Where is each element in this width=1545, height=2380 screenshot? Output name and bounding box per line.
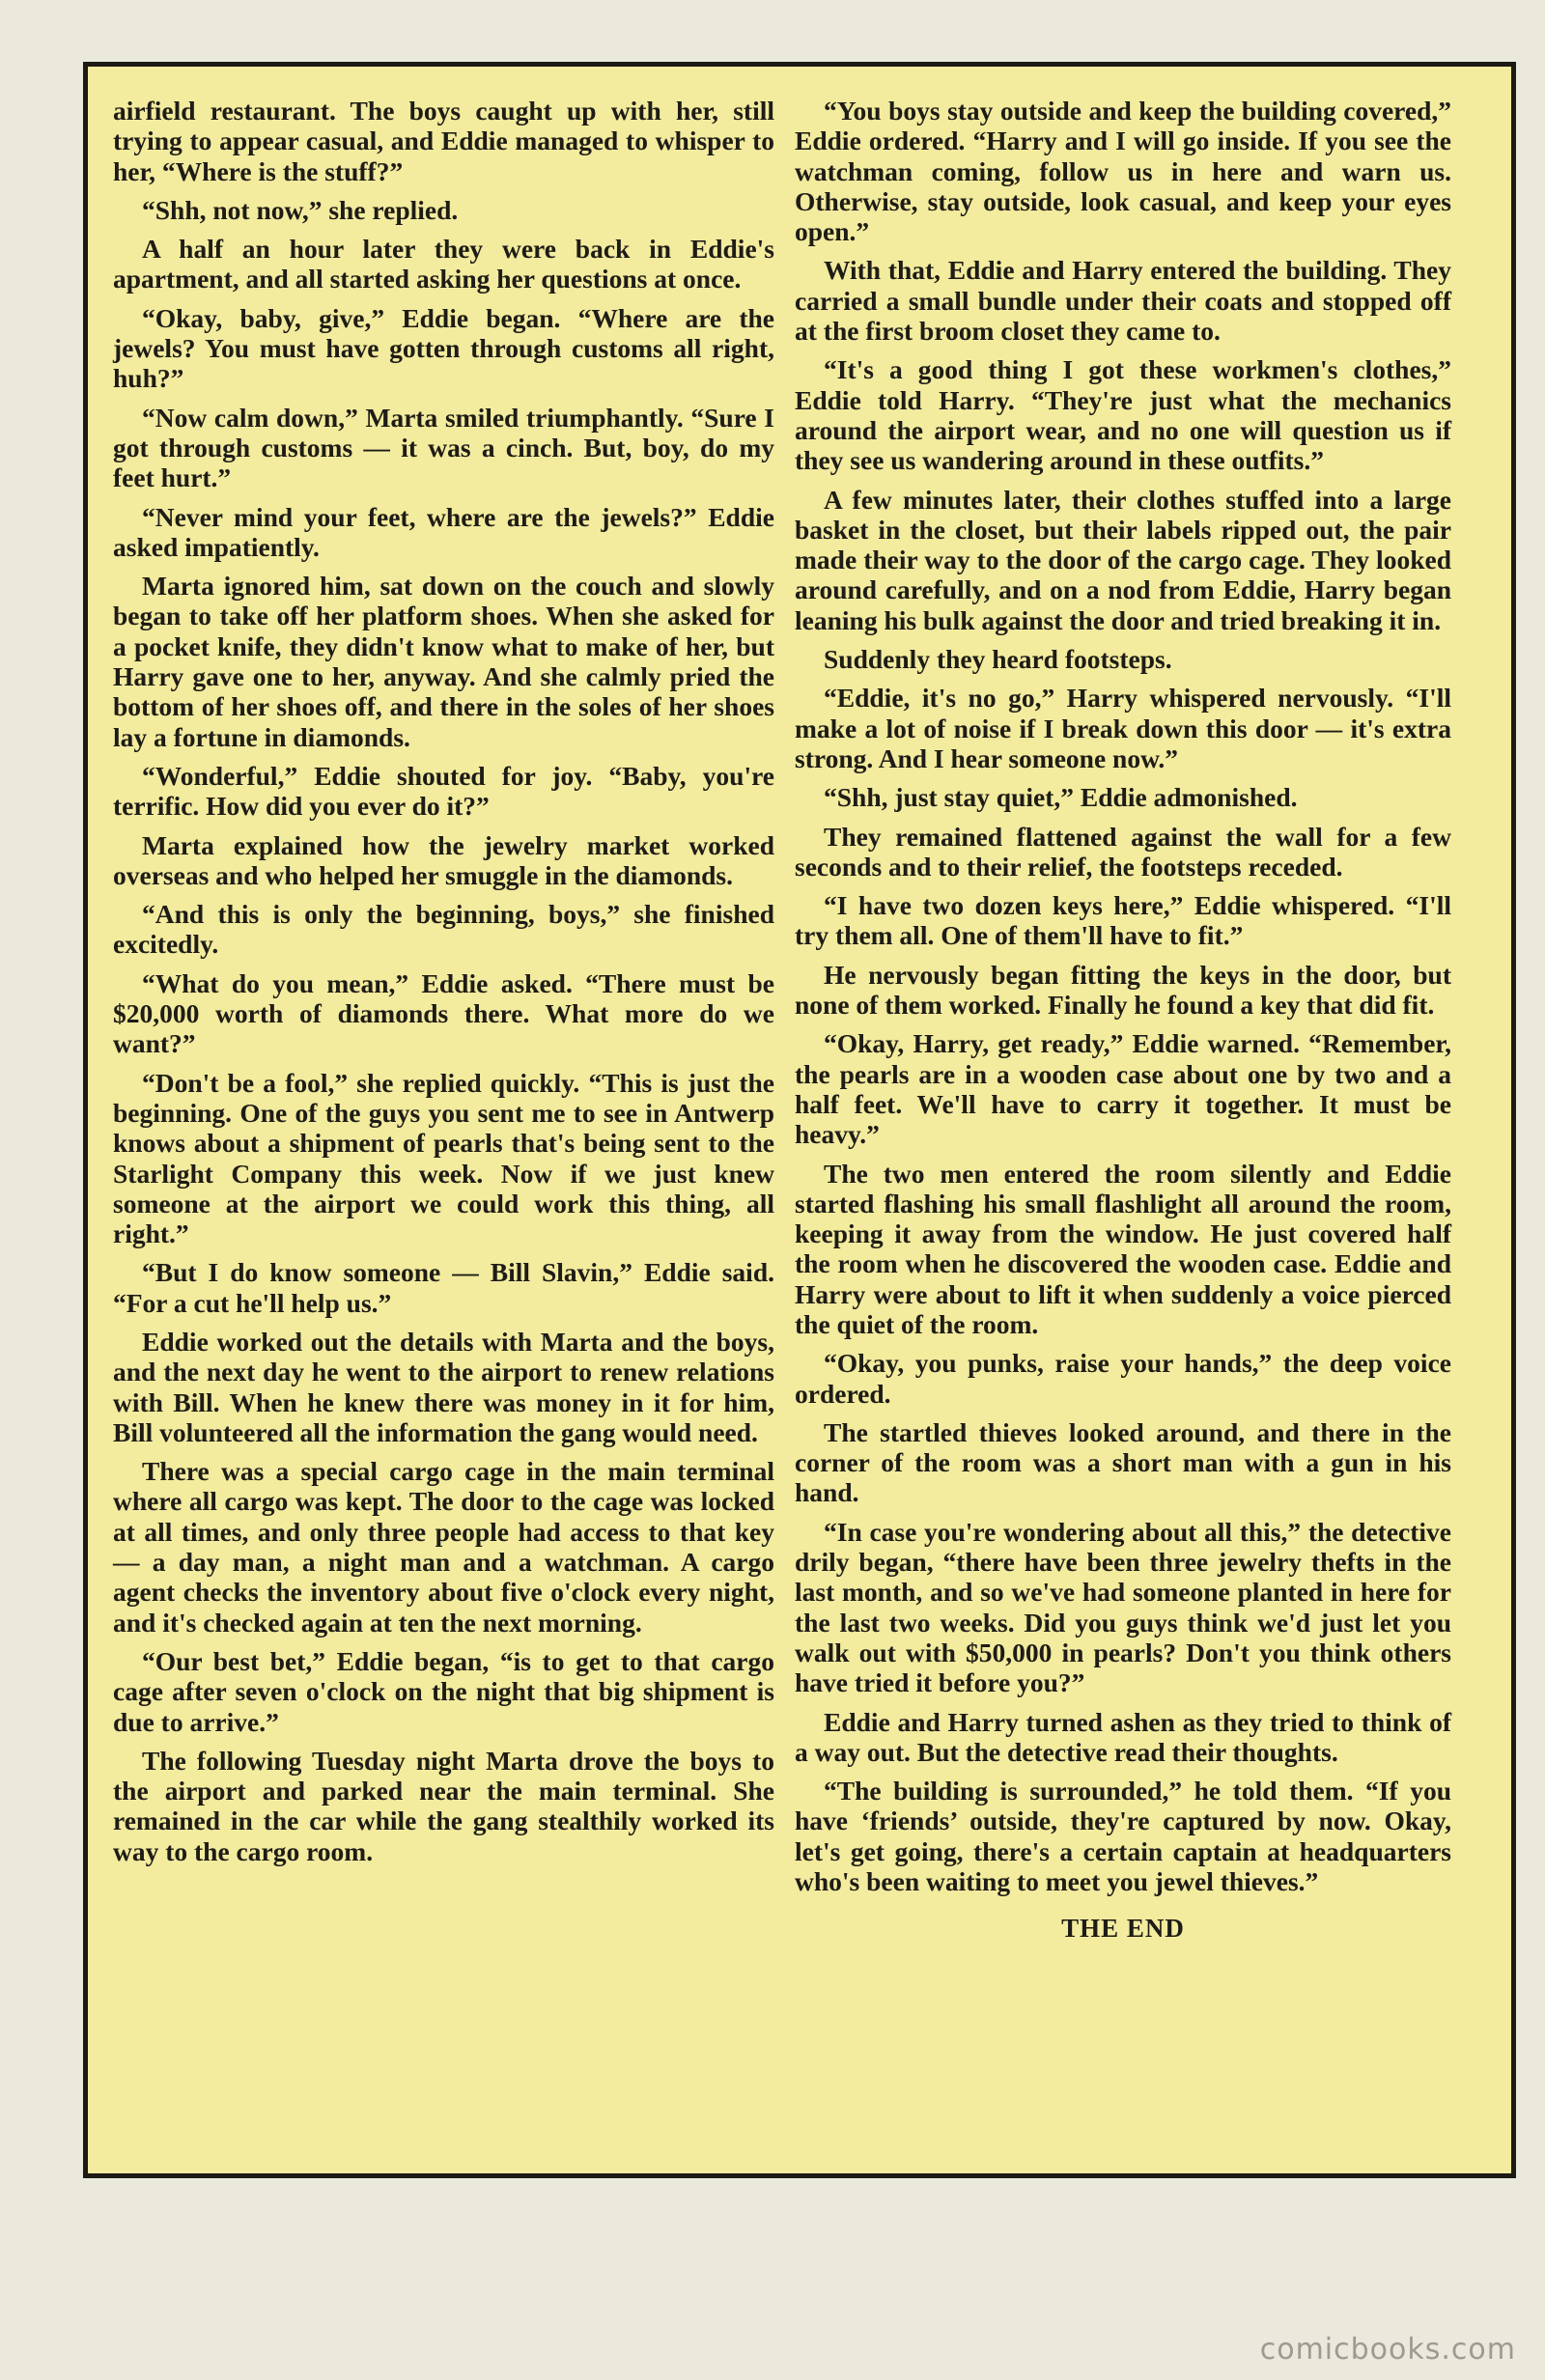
paragraph: “Shh, not now,” she replied.	[142, 194, 459, 225]
paragraph: “I have two dozen keys here,” Eddie whispered. “I'll try them all. One of them'll have to fit.”	[795, 890, 1451, 951]
paragraph: “Shh, just stay quiet,” Eddie admonished.	[824, 782, 1298, 813]
paragraph: Marta explained how the jewelry market worked overseas and who helped her smuggle in the diamonds.	[113, 829, 774, 890]
right-column	[795, 96, 1451, 1945]
paragraph: “Okay, Harry, get ready,” Eddie warned. “Remember, the pearls are in a wooden case about one by two and a half feet. We'll have to carry it together. It must be heavy.”	[795, 1028, 1451, 1150]
paragraph: They remained flattened against the wall for a few seconds and to their relief, the footsteps receded.	[795, 821, 1451, 882]
paragraph: “The building is surrounded,” he told them. “If you have ‘friends’ outside, they're captured by now. Okay, let's get going, there's a certain captain at headquarters who's been waiting to meet you jewel thieves.”	[795, 1776, 1451, 1897]
paragraph: “Eddie, it's no go,” Harry whispered nervously. “I'll make a lot of noise if I break down this door — it's extra strong. And I hear someone now.”	[795, 683, 1451, 773]
paragraph: “Okay, you punks, raise your hands,” the deep voice ordered.	[795, 1348, 1451, 1409]
paragraph: A few minutes later, their clothes stuffed into a large basket in the closet, but their labels ripped out, the pair made their way to the door of the cargo cage. They looked around carefully, and on a nod from Eddie, Harry began leaning his bulk against the door and tried breaking it in.	[795, 484, 1451, 635]
paragraph: “You boys stay outside and keep the building covered,” Eddie ordered. “Harry and I will go inside. If you see the watchman coming, follow us in here and warn us. Otherwise, stay outside, look casual, and keep your eyes open.”	[795, 96, 1451, 247]
paragraph: The two men entered the room silently and Eddie started flashing his small flashlight all around the room, keeping it away from the window. He just covered half the room when he discovered the wooden case. Eddie and Harry were about to lift it when suddenly a voice pierced the quiet of the room.	[795, 1158, 1451, 1339]
paragraph: “Okay, baby, give,” Eddie began. “Where are the jewels? You must have gotten through customs all right, huh?”	[113, 302, 774, 394]
paragraph: A half an hour later they were back in Eddie's apartment, and all started asking her questions at once.	[113, 234, 774, 294]
paragraph: “Wonderful,” Eddie shouted for joy. “Baby, you're terrific. How did you ever do it?”	[113, 760, 774, 822]
paragraph: airfield restaurant. The boys caught up with her, still trying to appear casual, and Eddie managed to whisper to her, “Where is the stuff?”	[113, 96, 774, 186]
paragraph: “In case you're wondering about all this,” the detective drily began, “there have been three jewelry thefts in the last month, and so we've had someone planted in here for the last two weeks. Did you guys think we'd just let you walk out with $50,000 in pearls? Don't you think others have tried it before you?”	[795, 1516, 1451, 1698]
paragraph: There was a special cargo cage in the main terminal where all cargo was kept. The door to the cage was locked at all times, and only three people had access to that key — a day man, a night man and a watchman. A cargo agent checks the inventory about five o'clock every night, and it's checked again at ten the next morning.	[113, 1456, 774, 1638]
story-text-panel	[83, 62, 1516, 2178]
site-watermark: comicbooks.com	[1259, 2333, 1516, 2366]
paragraph: “Now calm down,” Marta smiled triumphantly. “Sure I got through customs — it was a cinch. But, boy, do my feet hurt.”	[113, 402, 774, 493]
paragraph: “Never mind your feet, where are the jewels?” Eddie asked impatiently.	[113, 501, 774, 562]
paragraph: With that, Eddie and Harry entered the building. They carried a small bundle under their coats and stopped off at the first broom closet they came to.	[795, 255, 1451, 347]
paragraph: “Don't be a fool,” she replied quickly. “This is just the beginning. One of the guys you sent me to see in Antwerp knows about a shipment of pearls that's being sent to the Starlight Company this week. Now if we just knew someone at the airport we could work this thing, all right.”	[113, 1067, 774, 1249]
paragraph: “What do you mean,” Eddie asked. “There must be $20,000 worth of diamonds there. What more do we want?”	[113, 967, 774, 1059]
paragraph: Suddenly they heard footsteps.	[824, 644, 1172, 675]
left-column	[113, 96, 774, 1875]
paragraph: The following Tuesday night Marta drove the boys to the airport and parked near the main terminal. She remained in the car while the gang stealthily worked its way to the cargo room.	[113, 1745, 774, 1866]
paragraph: Eddie worked out the details with Marta and the boys, and the next day he went to the airport to renew relations with Bill. When he knew there was money in it for him, Bill volunteered all the information the gang would need.	[113, 1326, 774, 1447]
paragraph: “Our best bet,” Eddie began, “is to get to that cargo cage after seven o'clock on the night that big shipment is due to arrive.”	[113, 1645, 774, 1737]
paragraph: “It's a good thing I got these workmen's clothes,” Eddie told Harry. “They're just what the mechanics around the airport wear, and no one will question us if they see us wandering around in these outfits.”	[795, 354, 1451, 476]
paragraph: Eddie and Harry turned ashen as they tried to think of a way out. But the detective read their thoughts.	[795, 1706, 1451, 1767]
paragraph: “And this is only the beginning, boys,” she finished excitedly.	[113, 899, 774, 960]
paragraph: The startled thieves looked around, and there in the corner of the room was a short man with a gun in his hand.	[795, 1416, 1451, 1508]
the-end-label: THE END	[1061, 1914, 1185, 1944]
paragraph: “But I do know someone — Bill Slavin,” Eddie said. “For a cut he'll help us.”	[113, 1257, 774, 1318]
paragraph: Marta ignored him, sat down on the couch and slowly began to take off her platform shoes. When she asked for a pocket knife, they didn't know what to make of her, but Harry gave one to her, anyway. And she calmly pried the bottom of her shoes off, and there in the soles of her shoes lay a fortune in diamonds.	[113, 571, 774, 752]
paragraph: He nervously began fitting the keys in the door, but none of them worked. Finally he found a key that did fit.	[795, 959, 1451, 1021]
